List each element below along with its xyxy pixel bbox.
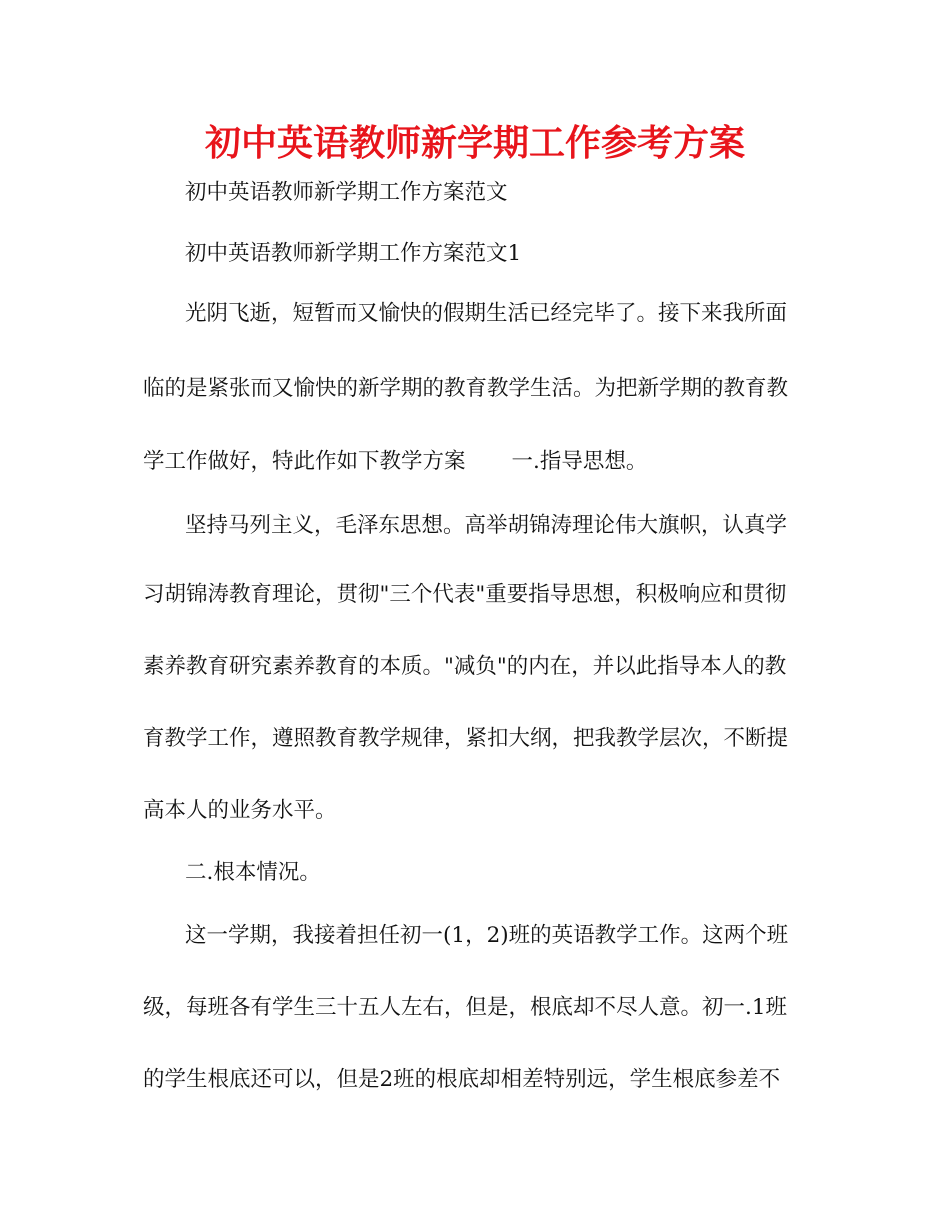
paragraph-line: 习胡锦涛教育理论，贯彻"三个代表"重要指导思想，积极响应和贯彻 [143, 582, 787, 607]
document-title: 初中英语教师新学期工作参考方案 [204, 123, 745, 164]
paragraph-line: 光阴飞逝，短暂而又愉快的假期生活已经完毕了。接下来我所面 [185, 301, 788, 326]
paragraph-line: 高本人的业务水平。 [143, 798, 337, 823]
paragraph-line: 素养教育研究素养教育的本质。"减负"的内在，并以此指导本人的教 [143, 654, 787, 679]
paragraph-line: 级，每班各有学生三十五人左右，但是，根底却不尽人意。初一.1班 [143, 995, 788, 1020]
subtitle-line: 初中英语教师新学期工作方案范文 [185, 180, 508, 205]
paragraph-line: 的学生根底还可以，但是2班的根底却相差特别远，学生根底参差不 [143, 1067, 781, 1092]
paragraph-line: 育教学工作，遵照教育教学规律，紧扣大纲，把我教学层次，不断提 [143, 726, 789, 751]
paragraph-line [143, 447, 823, 477]
paragraph-line: 临的是紧张而又愉快的新学期的教育教学生活。为把新学期的教育教 [143, 376, 789, 401]
basic-situation-heading: 二.根本情况。 [185, 860, 321, 885]
paragraph-line: 坚持马列主义，毛泽东思想。高举胡锦涛理论伟大旗帜，认真学 [185, 513, 788, 538]
paragraph-text: 学工作做好，特此作如下教学方案 [143, 449, 466, 474]
section-heading-line: 初中英语教师新学期工作方案范文1 [185, 241, 522, 266]
paragraph-line: 这一学期，我接着担任初一(1，2)班的英语教学工作。这两个班 [185, 923, 789, 948]
guiding-ideology-heading: 一.指导思想。 [511, 449, 648, 474]
